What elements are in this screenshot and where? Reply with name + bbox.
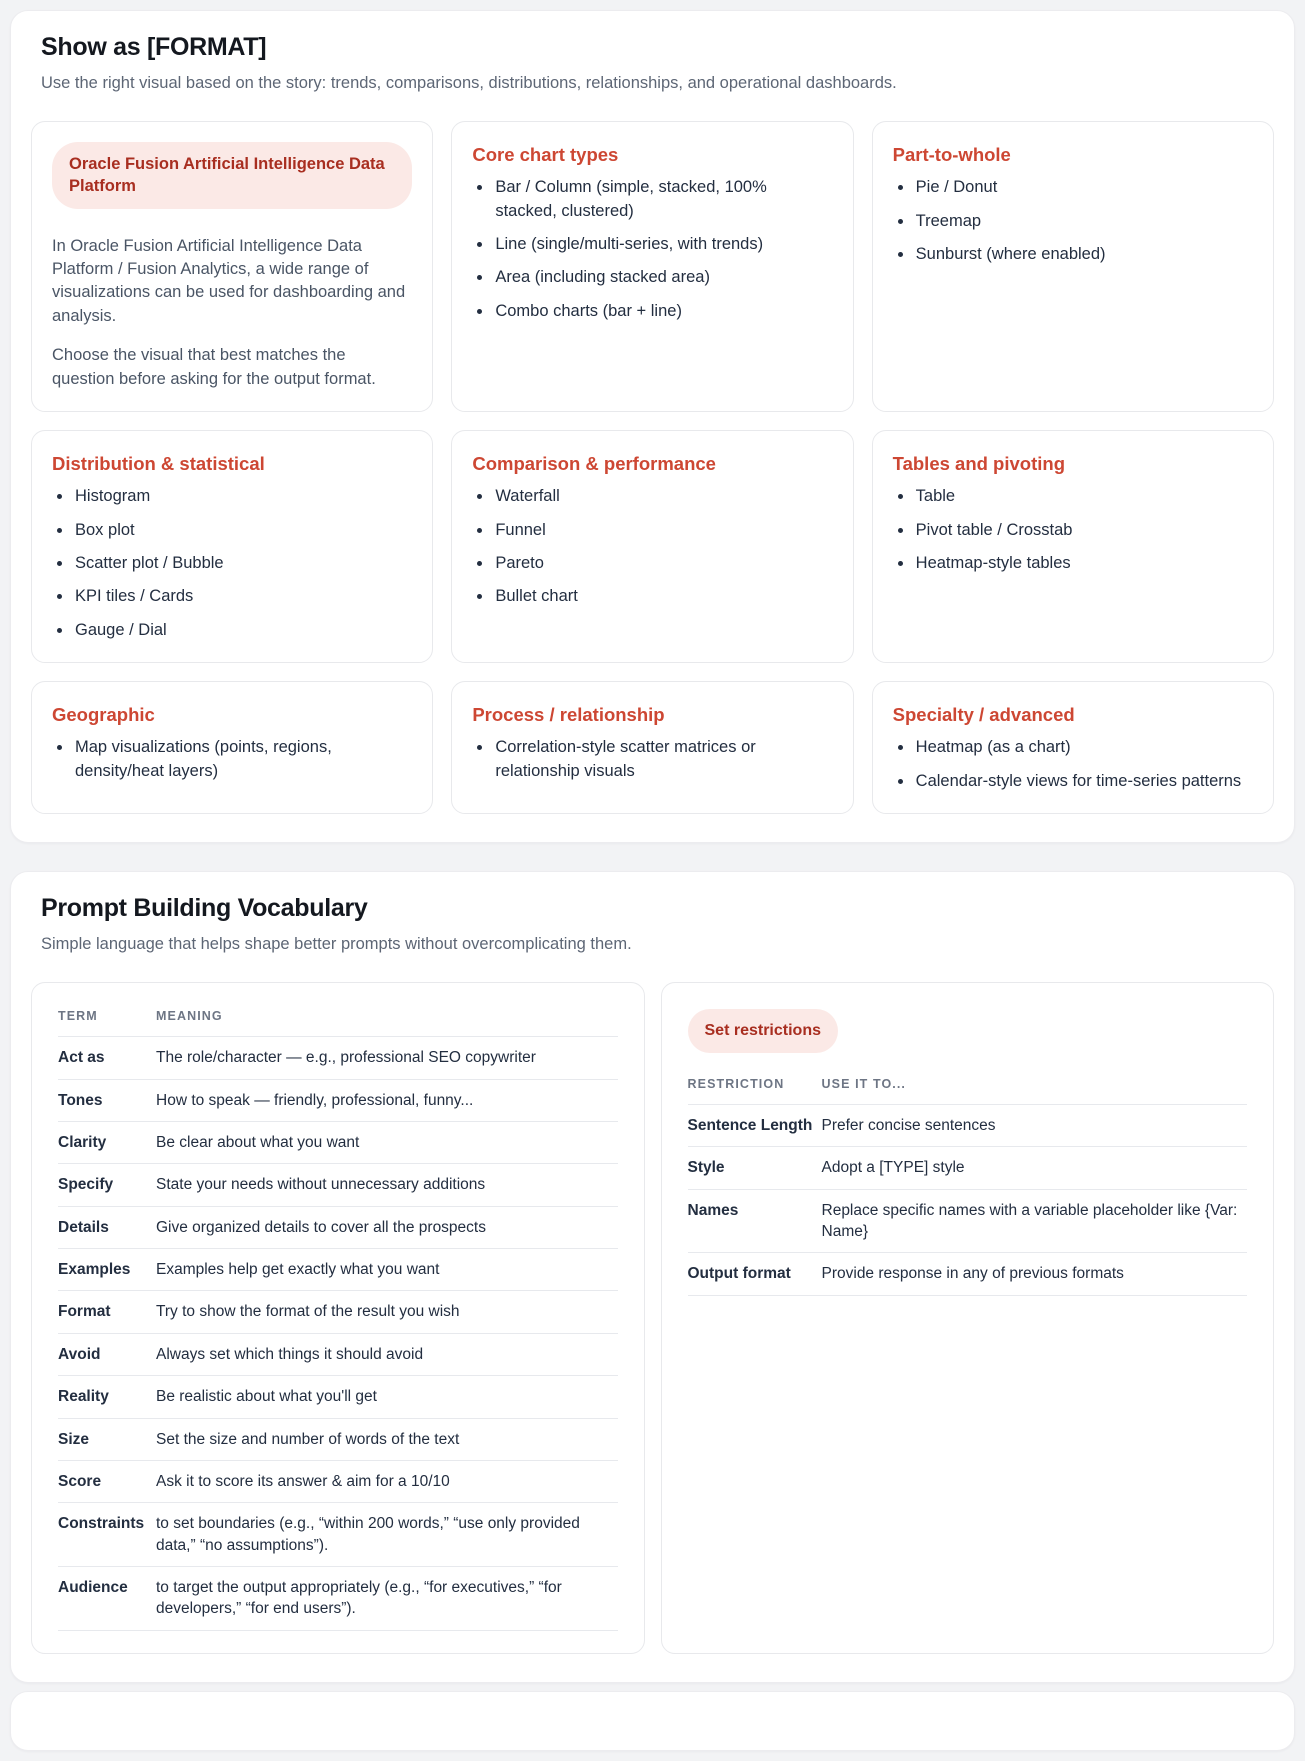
table-row [58, 1291, 618, 1333]
list-item: • Box plot [73, 519, 412, 542]
table-row [58, 1079, 618, 1121]
meaning-cell: The role/character — e.g., professional SEO copywriter [156, 1037, 618, 1079]
term-cell: Size [58, 1418, 156, 1460]
list-item: • Table [914, 485, 1253, 508]
list-item: • Map visualizations (points, regions, density/heat layers) [73, 736, 412, 783]
table-row [688, 1104, 1248, 1146]
card-item-list [472, 736, 832, 783]
card-item-list [52, 485, 412, 642]
card-item-list [472, 176, 832, 323]
restriction-cell: Names [688, 1189, 822, 1253]
format-section-title: Show as [FORMAT] [41, 33, 267, 61]
use-it-to-cell: Adopt a [TYPE] style [822, 1147, 1248, 1189]
meaning-cell: Give organized details to cover all the prospects [156, 1206, 618, 1248]
table-header-row [688, 1077, 1248, 1105]
list-item: • Bullet chart [493, 585, 832, 608]
term-cell: Specify [58, 1164, 156, 1206]
list-item: • Gauge / Dial [73, 619, 412, 642]
term-cell: Score [58, 1460, 156, 1502]
card-title: Specialty / advanced [892, 704, 1075, 726]
column-header-use-it-to: USE IT TO... [822, 1077, 1248, 1105]
card-distribution-statistical [31, 430, 433, 663]
list-item: • Sunburst (where enabled) [914, 243, 1253, 266]
term-cell: Examples [58, 1249, 156, 1291]
restriction-cell: Output format [688, 1253, 822, 1295]
list-item: • Treemap [914, 210, 1253, 233]
card-item-list [472, 485, 832, 609]
card-geographic [31, 681, 433, 814]
list-item: • Pareto [493, 552, 832, 575]
list-item: • Histogram [73, 485, 412, 508]
list-item: • Calendar-style views for time-series patterns [914, 770, 1253, 793]
card-core-chart-types [451, 121, 853, 412]
table-row [58, 1164, 618, 1206]
section-prompt-vocabulary [10, 871, 1295, 1683]
vocab-grid [31, 982, 1274, 1654]
list-item: • Pie / Donut [914, 176, 1253, 199]
restriction-cell: Sentence Length [688, 1104, 822, 1146]
list-item: • Pivot table / Crosstab [914, 519, 1253, 542]
use-it-to-cell: Replace specific names with a variable placeholder like {Var: Name} [822, 1189, 1248, 1253]
table-row [58, 1249, 618, 1291]
platform-badge: Oracle Fusion Artificial Intelligence Data Platform [52, 142, 412, 209]
restriction-cell: Style [688, 1147, 822, 1189]
table-row [688, 1189, 1248, 1253]
list-item: • Heatmap (as a chart) [914, 736, 1253, 759]
card-title: Process / relationship [472, 704, 665, 726]
list-item: • Heatmap-style tables [914, 552, 1253, 575]
table-row [58, 1037, 618, 1079]
card-terms-table [31, 982, 645, 1654]
term-cell: Reality [58, 1376, 156, 1418]
term-cell: Audience [58, 1567, 156, 1631]
column-header-restriction: RESTRICTION [688, 1077, 822, 1105]
list-item: • Area (including stacked area) [493, 266, 832, 289]
term-cell: Clarity [58, 1121, 156, 1163]
term-cell: Avoid [58, 1333, 156, 1375]
card-title: Part-to-whole [892, 144, 1011, 166]
format-card-grid [31, 121, 1274, 814]
vocab-section-subtitle: Simple language that helps shape better prompts without overcomplicating them. [41, 935, 632, 954]
list-item: • Correlation-style scatter matrices or relationship visuals [493, 736, 832, 783]
term-cell: Constraints [58, 1503, 156, 1567]
term-cell: Format [58, 1291, 156, 1333]
list-item: • Bar / Column (simple, stacked, 100% stacked, clustered) [493, 176, 832, 223]
table-row [58, 1503, 618, 1567]
term-cell: Details [58, 1206, 156, 1248]
table-header-row [58, 1009, 618, 1037]
list-item: • Line (single/multi-series, with trends) [493, 233, 832, 256]
section-next-panel-peek [10, 1691, 1295, 1751]
card-platform-intro [31, 121, 433, 412]
card-title: Comparison & performance [472, 453, 716, 475]
set-restrictions-badge: Set restrictions [688, 1009, 838, 1053]
meaning-cell: to set boundaries (e.g., “within 200 words,” “use only provided data,” “no assumptions”). [156, 1503, 618, 1567]
table-row [58, 1376, 618, 1418]
meaning-cell: Be clear about what you want [156, 1121, 618, 1163]
column-header-term: TERM [58, 1009, 156, 1037]
list-item: • Scatter plot / Bubble [73, 552, 412, 575]
vocab-section-title: Prompt Building Vocabulary [41, 894, 368, 923]
meaning-cell: State your needs without unnecessary additions [156, 1164, 618, 1206]
meaning-cell: Set the size and number of words of the text [156, 1418, 618, 1460]
card-item-list [893, 485, 1253, 575]
card-set-restrictions [661, 982, 1275, 1654]
card-item-list [893, 736, 1253, 793]
table-row [58, 1121, 618, 1163]
meaning-cell: Try to show the format of the result you wish [156, 1291, 618, 1333]
list-item: • KPI tiles / Cards [73, 585, 412, 608]
card-specialty-advanced [872, 681, 1274, 814]
platform-intro-paragraph: Choose the visual that best matches the question before asking for the output format. [52, 346, 376, 388]
card-title: Distribution & statistical [52, 453, 265, 475]
platform-intro-paragraph: In Oracle Fusion Artificial Intelligence Data Platform / Fusion Analytics, a wide range of visualizations can be used for dashboarding and analysis. [52, 236, 406, 325]
format-section-subtitle: Use the right visual based on the story: trends, comparisons, distributions, relationships, and operational dashboards. [41, 74, 897, 92]
table-row [58, 1460, 618, 1502]
term-cell: Tones [58, 1079, 156, 1121]
table-row [58, 1333, 618, 1375]
meaning-cell: to target the output appropriately (e.g., “for executives,” “for developers,” “for end users”). [156, 1567, 618, 1631]
meaning-cell: Be realistic about what you'll get [156, 1376, 618, 1418]
table-row [58, 1567, 618, 1631]
list-item: • Funnel [493, 519, 832, 542]
card-item-list [893, 176, 1253, 266]
meaning-cell: Examples help get exactly what you want [156, 1249, 618, 1291]
card-process-relationship [451, 681, 853, 814]
use-it-to-cell: Provide response in any of previous formats [822, 1253, 1248, 1295]
meaning-cell: Ask it to score its answer & aim for a 10/10 [156, 1460, 618, 1502]
card-title: Tables and pivoting [892, 453, 1065, 475]
list-item: • Combo charts (bar + line) [493, 300, 832, 323]
term-cell: Act as [58, 1037, 156, 1079]
card-part-to-whole [872, 121, 1274, 412]
card-comparison-performance [451, 430, 853, 663]
table-row [688, 1253, 1248, 1295]
card-item-list [52, 736, 412, 783]
table-row [688, 1147, 1248, 1189]
column-header-meaning: MEANING [156, 1009, 618, 1037]
meaning-cell: How to speak — friendly, professional, funny... [156, 1079, 618, 1121]
use-it-to-cell: Prefer concise sentences [822, 1104, 1248, 1146]
table-row [58, 1418, 618, 1460]
list-item: • Waterfall [493, 485, 832, 508]
table-row [58, 1206, 618, 1248]
card-tables-pivoting [872, 430, 1274, 663]
card-title: Core chart types [472, 144, 619, 166]
meaning-cell: Always set which things it should avoid [156, 1333, 618, 1375]
card-title: Geographic [52, 704, 155, 726]
terms-table [58, 1009, 618, 1631]
section-show-as-format [10, 10, 1295, 843]
restrictions-table [688, 1077, 1248, 1296]
